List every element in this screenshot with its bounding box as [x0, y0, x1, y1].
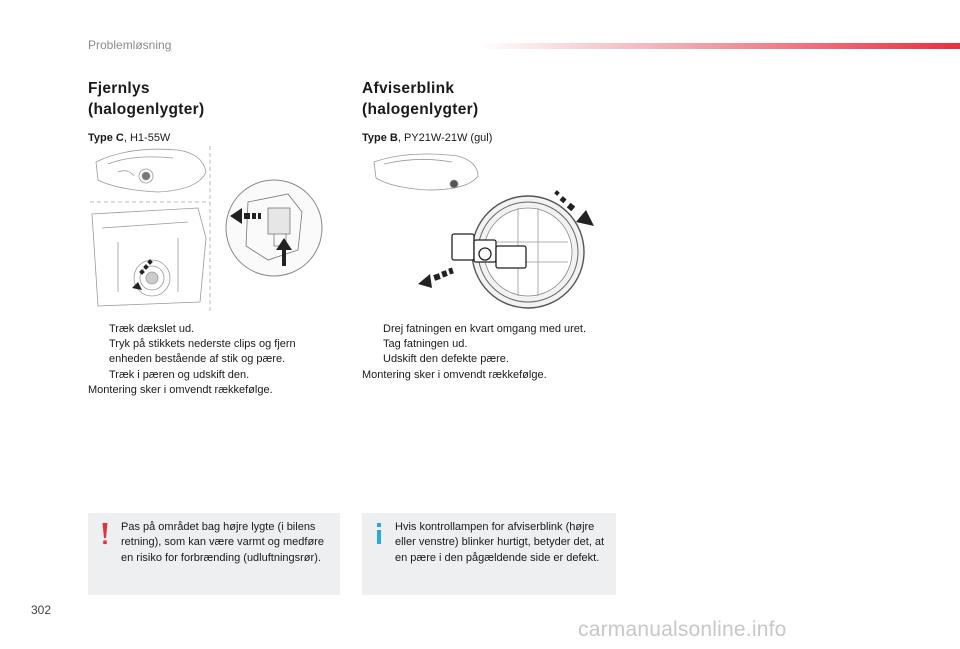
indicator-illustration — [368, 150, 608, 310]
info-box — [362, 513, 616, 595]
header-title: Problemløsning — [88, 38, 172, 52]
section-title-line2: (halogenlygter) — [88, 101, 205, 118]
list-item — [88, 368, 338, 383]
section-title — [362, 78, 622, 120]
reassembly-note: Montering sker i omvendt rækkefølge. — [88, 383, 273, 396]
section-title — [88, 78, 348, 120]
watermark: carmanualsonline.info — [578, 618, 787, 641]
list-item — [88, 322, 338, 337]
step-text: Drej fatningen en kvart omgang med uret. — [383, 323, 587, 335]
high-beam-illustration — [88, 142, 334, 316]
section-title-line2: (halogenlygter) — [362, 101, 479, 118]
step-text: Tag fatningen ud. — [383, 338, 468, 351]
list-item — [362, 322, 612, 337]
header-accent-bar — [478, 43, 960, 49]
bulb-type — [362, 132, 622, 144]
step-text: Tryk på stikkets nederste clips og fjern enheden bestående af stik og pære. — [109, 338, 296, 366]
bulb-type-spec: , PY21W-21W (gul) — [397, 132, 493, 144]
section-indicator — [362, 78, 622, 144]
info-text: Hvis kontrollampen for afviserblink (højre eller venstre) blinker hurtigt, betyder det, at en pære i den pågældende side er defekt. — [395, 521, 605, 564]
bulb-type-label: Type C — [88, 132, 124, 144]
step-text: Udskift den defekte pære. — [383, 353, 509, 366]
list-item — [88, 337, 338, 367]
reassembly-note: Montering sker i omvendt rækkefølge. — [362, 368, 547, 381]
bulb-type-label: Type B — [362, 132, 398, 144]
warning-icon — [99, 522, 111, 546]
list-item — [362, 337, 612, 352]
steps-list — [88, 322, 338, 398]
section-title-line1: Afviserblink — [362, 80, 455, 97]
page-number: 302 — [31, 603, 52, 617]
section-high-beam — [88, 78, 348, 144]
bulb-type-spec: , H1-55W — [123, 132, 171, 144]
list-item — [362, 352, 612, 367]
step-text: Træk dækslet ud. — [109, 323, 195, 335]
warning-text: Pas på området bag højre lygte (i bilens retning), som kan være varmt og medføre en risiko for forbrænding (udluftningsrør). — [121, 521, 324, 564]
steps-list — [362, 322, 612, 383]
section-title-line1: Fjernlys — [88, 80, 150, 97]
step-text: Træk i pæren og udskift den. — [109, 368, 250, 381]
warning-box — [88, 513, 340, 595]
info-icon — [373, 522, 385, 546]
